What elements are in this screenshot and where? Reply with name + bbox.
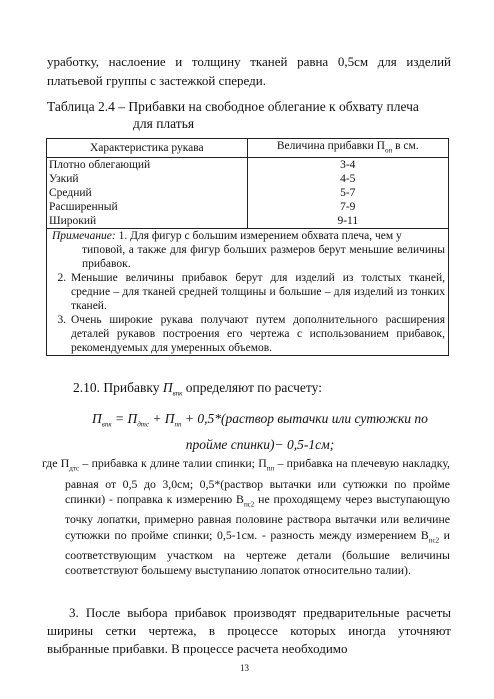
section-2-10-symbol-sub: впк <box>172 389 183 398</box>
section-3-paragraph: 3. После выбора прибавок производят предварительные расчеты ширины сетки чертежа, в процессе которых иногда уточняют выбранные прибавки. В процессе расчета необходимо <box>47 605 451 656</box>
notes-list <box>50 271 445 355</box>
table-caption-line1: Таблица 2.4 – Прибавки на свободное облегание к обхвату плеча <box>47 99 419 114</box>
formula-lhs-sub: впк <box>101 420 112 429</box>
intro-paragraph: уработку, наслоение и толщину тканей равна 0,5см для изделий платьевой группы с застежкой спереди. <box>47 54 451 88</box>
section-2-10-heading <box>73 380 322 398</box>
table-row <box>47 214 449 229</box>
formula-t1-sub: дтс <box>137 420 149 429</box>
row-name: Широкий <box>47 214 248 229</box>
row-value: 4-5 <box>247 172 448 186</box>
where-lead: где П <box>42 456 70 470</box>
header-allowance-value <box>247 139 448 158</box>
allowance-table <box>46 138 449 356</box>
table-row <box>47 186 449 200</box>
table-header-row <box>47 139 449 158</box>
where-text <box>42 456 450 579</box>
section-2-10-symbol: П <box>162 380 173 395</box>
note-2: 2. Меньшие величины прибавок берут для изделий из толстых тканей, средние – для тканей средней толщины и большие – для изделий из тонких тканей. <box>69 271 445 313</box>
where-p4-sub: пс2 <box>428 535 440 544</box>
formula-plus: + П <box>148 411 175 426</box>
where-p2-text: – прибавка на плечевую накладку, равная от 0,5 до 3,0см; 0,5*(раствор вытачки или сутюжки по пройме спинки) - поправка к измерению В <box>65 456 450 506</box>
note-1 <box>50 229 445 271</box>
row-name: Средний <box>47 186 248 200</box>
formula-t2-sub: пп <box>174 420 182 429</box>
where-p3-text: не проходящему через выступающую точку лопатки, примерно равная половине раствора вытачки или величине сутюжки по пройме спинки; 0,5-1см. - разность между измерением В <box>65 491 450 542</box>
where-p3-sub: пс2 <box>243 500 255 509</box>
section-2-10-prefix: 2.10. Прибавку <box>73 380 163 395</box>
table-notes <box>47 229 449 356</box>
note-1-text: 1. Для фигур с большим измерением обхвата плеча, чем у <box>115 230 402 243</box>
row-value: 9-11 <box>247 214 448 229</box>
row-name: Узкий <box>47 172 248 186</box>
section-2-10-suffix: определяют по расчету: <box>182 380 322 395</box>
formula-rest: + 0,5*(раствор вытачки или сутюжки по пройме спинки)− 0,5-1см; <box>181 411 428 452</box>
table-row <box>47 158 449 173</box>
header-sleeve-type: Характеристика рукава <box>47 139 248 158</box>
formula-lhs: П <box>92 411 102 426</box>
table-caption <box>47 98 457 132</box>
formula <box>70 409 450 454</box>
where-p2-sub: пп <box>266 464 275 473</box>
table-row <box>47 172 449 186</box>
row-name: Плотно облегающий <box>47 158 248 173</box>
header-allowance-sub: оп <box>384 146 393 155</box>
where-p1-text: – прибавка к длине талии спинки; П <box>79 456 267 470</box>
page-number: 13 <box>240 663 249 673</box>
row-value: 5-7 <box>247 186 448 200</box>
note-label: Примечание: <box>52 230 116 243</box>
header-allowance-unit: в см. <box>392 140 419 152</box>
row-value: 3-4 <box>247 158 448 173</box>
formula-eq: = П <box>111 411 138 426</box>
where-explanation <box>42 456 450 579</box>
row-value: 7-9 <box>247 200 448 214</box>
note-3: 3. Очень широкие рукава получают путем дополнительного расширения деталей рукавов построения его чертежа с использованием прибавок, рекомендуемых для умеренных объемов. <box>69 313 445 355</box>
where-p4-text: и соответствующим участком на чертеже детали (большие величины соответствуют большему выступанию лопаток относительно талии). <box>65 527 450 578</box>
table-row <box>47 200 449 214</box>
row-name: Расширенный <box>47 200 248 214</box>
where-p1-sub: дтс <box>69 464 80 473</box>
note-1-continuation: типовой, а также для фигур больших размеров берут меньшие величины прибавок. <box>82 244 445 271</box>
header-allowance-label: Величина прибавки П <box>276 140 385 152</box>
table-notes-row <box>47 229 449 356</box>
table-caption-line2: для платья <box>133 116 195 131</box>
